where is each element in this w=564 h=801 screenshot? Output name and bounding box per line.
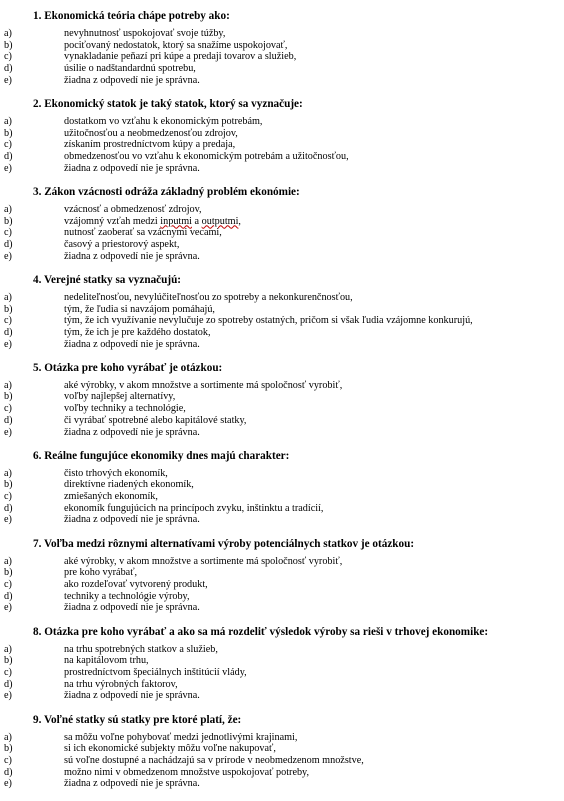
question-title: 3. Zákon vzácnosti odráža základný problém ekonómie: bbox=[33, 185, 300, 198]
option-text: aké výrobky, v akom množstve a sortimente má spoločnosť vyrobiť, bbox=[64, 555, 343, 567]
option-letter: b) bbox=[4, 303, 13, 315]
option-letter: a) bbox=[4, 203, 12, 215]
option-text: sú voľne dostupné a nachádzajú sa v prírode v neobmedzenom množstve, bbox=[64, 754, 364, 766]
option-letter: c) bbox=[4, 227, 12, 239]
option-text: žiadna z odpovedí nie je správna. bbox=[64, 426, 200, 438]
question-title: 9. Voľné statky sú statky pre ktoré platí, že: bbox=[33, 713, 242, 726]
answer-option bbox=[0, 216, 564, 228]
option-letter: b) bbox=[4, 215, 13, 227]
option-text: možno nimi v obmedzenom množstve uspokojovať potreby, bbox=[64, 766, 310, 778]
option-text: si ich ekonomické subjekty môžu voľne nakupovať, bbox=[64, 743, 276, 755]
option-text: direktívne riadených ekonomík, bbox=[64, 479, 194, 491]
option-text: žiadna z odpovedí nie je správna. bbox=[64, 602, 200, 614]
question-title: 1. Ekonomická teória chápe potreby ako: bbox=[33, 10, 230, 22]
answer-option bbox=[0, 239, 564, 251]
answer-option bbox=[0, 63, 564, 75]
option-text: voľby techniky a technológie, bbox=[64, 403, 186, 415]
option-letter: c) bbox=[4, 315, 12, 327]
question-title: 5. Otázka pre koho vyrábať je otázkou: bbox=[33, 361, 223, 374]
option-text: žiadna z odpovedí nie je správna. bbox=[64, 250, 200, 262]
question-1 bbox=[0, 10, 564, 86]
option-letter: c) bbox=[4, 491, 12, 503]
answer-option bbox=[0, 591, 564, 603]
option-text: ako rozdeľovať vytvorený produkt, bbox=[64, 579, 208, 590]
option-letter: e) bbox=[4, 338, 12, 350]
option-letter: e) bbox=[4, 162, 12, 174]
option-text: vynakladanie peňazí pri kúpe a predaji tovarov a služieb, bbox=[64, 51, 297, 63]
option-letter: a) bbox=[4, 28, 12, 39]
answer-option bbox=[0, 644, 564, 656]
answer-option bbox=[0, 391, 564, 403]
option-text: časový a priestorový aspekt, bbox=[64, 238, 180, 250]
question-title: 7. Voľba medzi rôznymi alternatívami výroby potenciálnych statkov je otázkou: bbox=[33, 537, 415, 550]
option-letter: a) bbox=[4, 291, 12, 303]
option-letter: c) bbox=[4, 754, 12, 766]
answer-option bbox=[0, 690, 564, 702]
answer-option bbox=[0, 116, 564, 128]
option-text: žiadna z odpovedí nie je správna. bbox=[64, 162, 200, 174]
question-4 bbox=[0, 274, 564, 350]
option-letter: e) bbox=[4, 426, 12, 438]
answer-option bbox=[0, 139, 564, 151]
spellcheck-underline: inputmi bbox=[160, 215, 192, 227]
answer-option bbox=[0, 755, 564, 767]
option-letter: d) bbox=[4, 678, 13, 690]
answer-option bbox=[0, 292, 564, 304]
option-text: nevyhnutnosť uspokojovať svoje túžby, bbox=[64, 28, 226, 39]
option-text: či vyrábať spotrebné alebo kapitálové statky, bbox=[64, 414, 247, 426]
option-text: vzácnosť a obmedzenosť zdrojov, bbox=[64, 203, 202, 215]
option-letter: e) bbox=[4, 602, 12, 614]
question-title: 8. Otázka pre koho vyrábať a ako sa má rozdeliť výsledok výroby sa rieši v trhovej ekonomike: bbox=[33, 625, 489, 638]
option-letter: c) bbox=[4, 403, 12, 415]
answer-option bbox=[0, 468, 564, 480]
option-letter: d) bbox=[4, 766, 13, 778]
answer-option bbox=[0, 767, 564, 779]
option-text: užitočnosťou a neobmedzenosťou zdrojov, bbox=[64, 127, 238, 139]
answer-option bbox=[0, 514, 564, 526]
option-letter: a) bbox=[4, 643, 12, 655]
option-text: voľby najlepšej alternatívy, bbox=[64, 391, 176, 403]
question-9 bbox=[0, 714, 564, 790]
answer-option bbox=[0, 415, 564, 427]
option-letter: e) bbox=[4, 250, 12, 262]
quiz-document bbox=[0, 10, 564, 801]
spellcheck-underline: outputmi bbox=[201, 215, 239, 227]
option-letter: d) bbox=[4, 326, 13, 338]
answer-option bbox=[0, 655, 564, 667]
answer-option bbox=[0, 51, 564, 63]
option-text: získaním prostredníctvom kúpy a predaja, bbox=[64, 139, 236, 151]
option-text: pre koho vyrábať, bbox=[64, 567, 138, 579]
answer-option bbox=[0, 667, 564, 679]
option-text: na kapitálovom trhu, bbox=[64, 655, 149, 667]
answer-option bbox=[0, 778, 564, 790]
option-text: na trhu výrobných faktorov, bbox=[64, 678, 178, 690]
option-letter: a) bbox=[4, 379, 12, 391]
option-letter: d) bbox=[4, 63, 13, 75]
question-3 bbox=[0, 186, 564, 262]
option-letter: a) bbox=[4, 555, 12, 567]
answer-option bbox=[0, 491, 564, 503]
answer-option bbox=[0, 567, 564, 579]
answer-option bbox=[0, 304, 564, 316]
option-text: žiadna z odpovedí nie je správna. bbox=[64, 338, 200, 350]
option-text: žiadna z odpovedí nie je správna. bbox=[64, 690, 200, 702]
option-letter: a) bbox=[4, 731, 12, 743]
option-letter: b) bbox=[4, 391, 13, 403]
option-letter: d) bbox=[4, 414, 13, 426]
option-text: nutnosť zaoberať sa vzácnymi vecami, bbox=[64, 227, 222, 239]
answer-option bbox=[0, 163, 564, 175]
question-title: 2. Ekonomický statok je taký statok, ktorý sa vyznačuje: bbox=[33, 97, 303, 110]
option-letter: e) bbox=[4, 690, 12, 702]
option-letter: c) bbox=[4, 51, 12, 63]
option-letter: b) bbox=[4, 655, 13, 667]
option-letter: d) bbox=[4, 151, 13, 162]
option-letter: e) bbox=[4, 514, 12, 526]
answer-option bbox=[0, 28, 564, 40]
answer-option bbox=[0, 579, 564, 591]
option-letter: b) bbox=[4, 479, 13, 491]
option-text: prostredníctvom špeciálnych inštitúcií vlády, bbox=[64, 666, 247, 678]
option-letter: c) bbox=[4, 579, 12, 590]
option-text: na trhu spotrebných statkov a služieb, bbox=[64, 643, 218, 655]
answer-option bbox=[0, 479, 564, 491]
answer-option bbox=[0, 732, 564, 744]
option-text: ekonomík fungujúcich na princípoch zvyku, inštinktu a tradícií, bbox=[64, 502, 324, 514]
question-2 bbox=[0, 98, 564, 174]
answer-option bbox=[0, 503, 564, 515]
answer-option bbox=[0, 251, 564, 263]
question-8 bbox=[0, 626, 564, 702]
answer-option bbox=[0, 743, 564, 755]
option-letter: a) bbox=[4, 467, 12, 479]
option-text: obmedzenosťou vo vzťahu k ekonomickým potrebám a užitočnosťou, bbox=[64, 151, 349, 162]
option-text: dostatkom vo vzťahu k ekonomickým potrebám, bbox=[64, 115, 263, 127]
option-letter: b) bbox=[4, 567, 13, 579]
option-text: žiadna z odpovedí nie je správna. bbox=[64, 74, 200, 86]
option-text: aké výrobky, v akom množstve a sortimente má spoločnosť vyrobiť, bbox=[64, 379, 343, 391]
answer-option bbox=[0, 403, 564, 415]
answer-option bbox=[0, 128, 564, 140]
answer-option bbox=[0, 40, 564, 52]
option-text: zmiešaných ekonomík, bbox=[64, 491, 158, 503]
option-text: nedeliteľnosťou, nevylúčiteľnosťou zo spotreby a nekonkurenčnosťou, bbox=[64, 291, 353, 303]
option-text: vzájomný vzťah medzi inputmi a outputmi, bbox=[64, 215, 241, 227]
option-letter: b) bbox=[4, 127, 13, 139]
option-text: žiadna z odpovedí nie je správna. bbox=[64, 514, 200, 526]
answer-option bbox=[0, 327, 564, 339]
answer-option bbox=[0, 339, 564, 351]
option-letter: b) bbox=[4, 39, 13, 51]
option-letter: e) bbox=[4, 74, 12, 86]
option-text: pociťovaný nedostatok, ktorý sa snažíme uspokojovať, bbox=[64, 39, 288, 51]
question-title: 4. Verejné statky sa vyznačujú: bbox=[33, 273, 182, 286]
answer-option bbox=[0, 227, 564, 239]
option-letter: d) bbox=[4, 590, 13, 602]
answer-option bbox=[0, 556, 564, 568]
option-text: sa môžu voľne pohybovať medzi jednotlivými krajinami, bbox=[64, 731, 298, 743]
answer-option bbox=[0, 602, 564, 614]
answer-option bbox=[0, 204, 564, 216]
answer-option bbox=[0, 75, 564, 87]
option-text: techniky a technológie výroby, bbox=[64, 590, 190, 602]
answer-option bbox=[0, 315, 564, 327]
answer-option bbox=[0, 151, 564, 163]
question-title: 6. Reálne fungujúce ekonomiky dnes majú charakter: bbox=[33, 449, 290, 462]
option-letter: d) bbox=[4, 502, 13, 514]
question-5 bbox=[0, 362, 564, 438]
option-letter: d) bbox=[4, 238, 13, 250]
option-letter: a) bbox=[4, 115, 12, 127]
option-letter: e) bbox=[4, 778, 12, 790]
option-text: tým, že ich je pre každého dostatok, bbox=[64, 326, 211, 338]
option-text: žiadna z odpovedí nie je správna. bbox=[64, 778, 200, 790]
option-letter: b) bbox=[4, 743, 13, 755]
answer-option bbox=[0, 679, 564, 691]
option-text: tým, že ľudia si navzájom pomáhajú, bbox=[64, 303, 215, 315]
question-6 bbox=[0, 450, 564, 526]
option-text: tým, že ich využívanie nevylučuje zo spotreby ostatných, pričom si však ľudia vzájomne konkurujú, bbox=[64, 315, 473, 327]
option-letter: c) bbox=[4, 666, 12, 678]
option-text: čisto trhových ekonomík, bbox=[64, 467, 168, 479]
option-text: úsilie o nadštandardnú spotrebu, bbox=[64, 63, 196, 75]
answer-option bbox=[0, 427, 564, 439]
option-letter: c) bbox=[4, 139, 12, 151]
question-7 bbox=[0, 538, 564, 614]
answer-option bbox=[0, 380, 564, 392]
question-list bbox=[0, 10, 564, 790]
